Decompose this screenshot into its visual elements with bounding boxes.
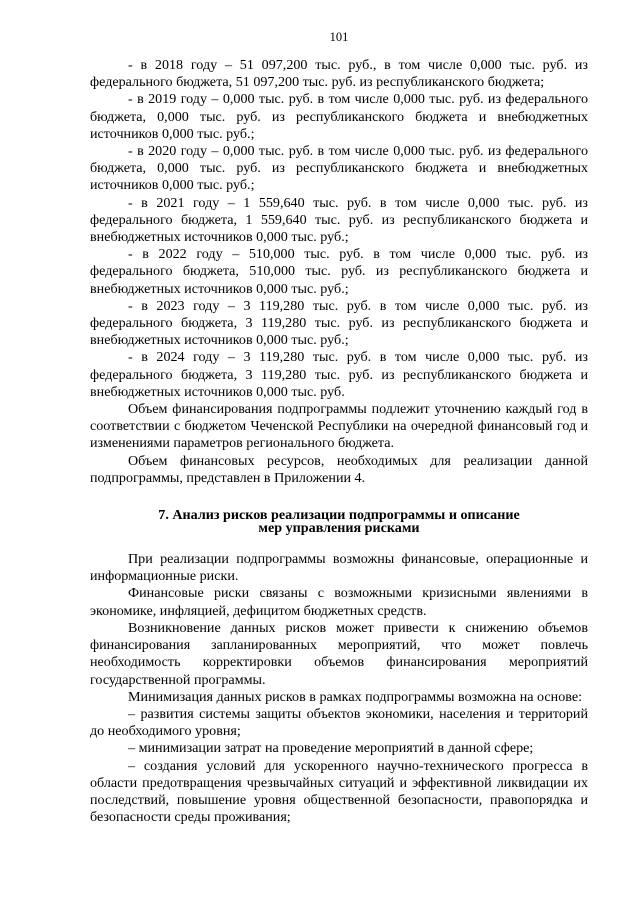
funding-item-2021: - в 2021 году – 1 559,640 тыс. руб. в том числе 0,000 тыс. руб. из федерального бюджета, 1 559,640 тыс. руб. из республиканского бюджета и внебюджетных источников 0,000 тыс. руб.;: [90, 194, 588, 246]
risk-paragraph-intro: При реализации подпрограммы возможны финансовые, операционные и информационные риски.: [90, 551, 588, 585]
risk-list-item: – создания условий для ускоренного научно-технического прогресса в области предотвращения чрезвычайных ситуаций и эффективной ликвидации их последствий, повышение уровня общественной безопасности, правопорядка и безопасности среды проживания;: [90, 757, 588, 826]
risk-paragraph-financial: Финансовые риски связаны с возможными кризисными явлениями в экономике, инфляцией, дефицитом бюджетных средств.: [90, 585, 588, 619]
risk-paragraph-minimization: Минимизация данных рисков в рамках подпрограммы возможна на основе:: [128, 688, 582, 705]
section-heading: [90, 509, 588, 535]
risk-list-item: – минимизации затрат на проведение мероприятий в данной сфере;: [128, 740, 534, 757]
funding-item-2024: - в 2024 году – 3 119,280 тыс. руб. в том числе 0,000 тыс. руб. из федерального бюджета, 3 119,280 тыс. руб. из республиканского бюджета и внебюджетных источников 0,000 тыс. руб.: [90, 349, 588, 400]
resources-note-paragraph: Объем финансовых ресурсов, необходимых для реализации данной подпрограммы, представлен в Приложении 4.: [90, 452, 588, 486]
page-number: 101: [329, 30, 349, 44]
funding-item-2020: - в 2020 году – 0,000 тыс. руб. в том числе 0,000 тыс. руб. из федерального бюджета, 0,000 тыс. руб. из республиканского бюджета и внебюджетных источников 0,000 тыс. руб.;: [90, 143, 588, 194]
section-heading-line1: 7. Анализ рисков реализации подпрограммы и описание: [158, 507, 520, 524]
risk-list-item: – развития системы защиты объектов экономики, населения и территорий до необходимого уровня;: [90, 705, 588, 740]
risk-paragraph-consequence: Возникновение данных рисков может привести к снижению объемов финансирования запланированных мероприятий, что может повлечь необходимость корректировки объемов финансирования мероприятий государственной программы.: [90, 619, 588, 688]
section-heading-line2: мер управления рисками: [258, 520, 420, 537]
funding-item-2023: - в 2023 году – 3 119,280 тыс. руб. в том числе 0,000 тыс. руб. из федерального бюджета, 3 119,280 тыс. руб. из республиканского бюджета и внебюджетных источников 0,000 тыс. руб.;: [90, 297, 588, 349]
funding-item-2018: - в 2018 году – 51 097,200 тыс. руб., в том числе 0,000 тыс. руб. из федерального бюджета, 51 097,200 тыс. руб. из республиканского бюджета;: [90, 57, 588, 91]
funding-item-2022: - в 2022 году – 510,000 тыс. руб. в том числе 0,000 тыс. руб. из федерального бюджета, 510,000 тыс. руб. из республиканского бюджета и внебюджетных источников 0,000 тыс. руб.;: [90, 246, 588, 297]
funding-note-paragraph: Объем финансирования подпрограммы подлежит уточнению каждый год в соответствии с бюджетом Чеченской Республики на очередной финансовый год и изменениями параметров регионального бюджета.: [90, 401, 588, 452]
funding-item-2019: - в 2019 году – 0,000 тыс. руб. в том числе 0,000 тыс. руб. из федерального бюджета, 0,000 тыс. руб. из республиканского бюджета и внебюджетных источников 0,000 тыс. руб.;: [90, 91, 588, 142]
